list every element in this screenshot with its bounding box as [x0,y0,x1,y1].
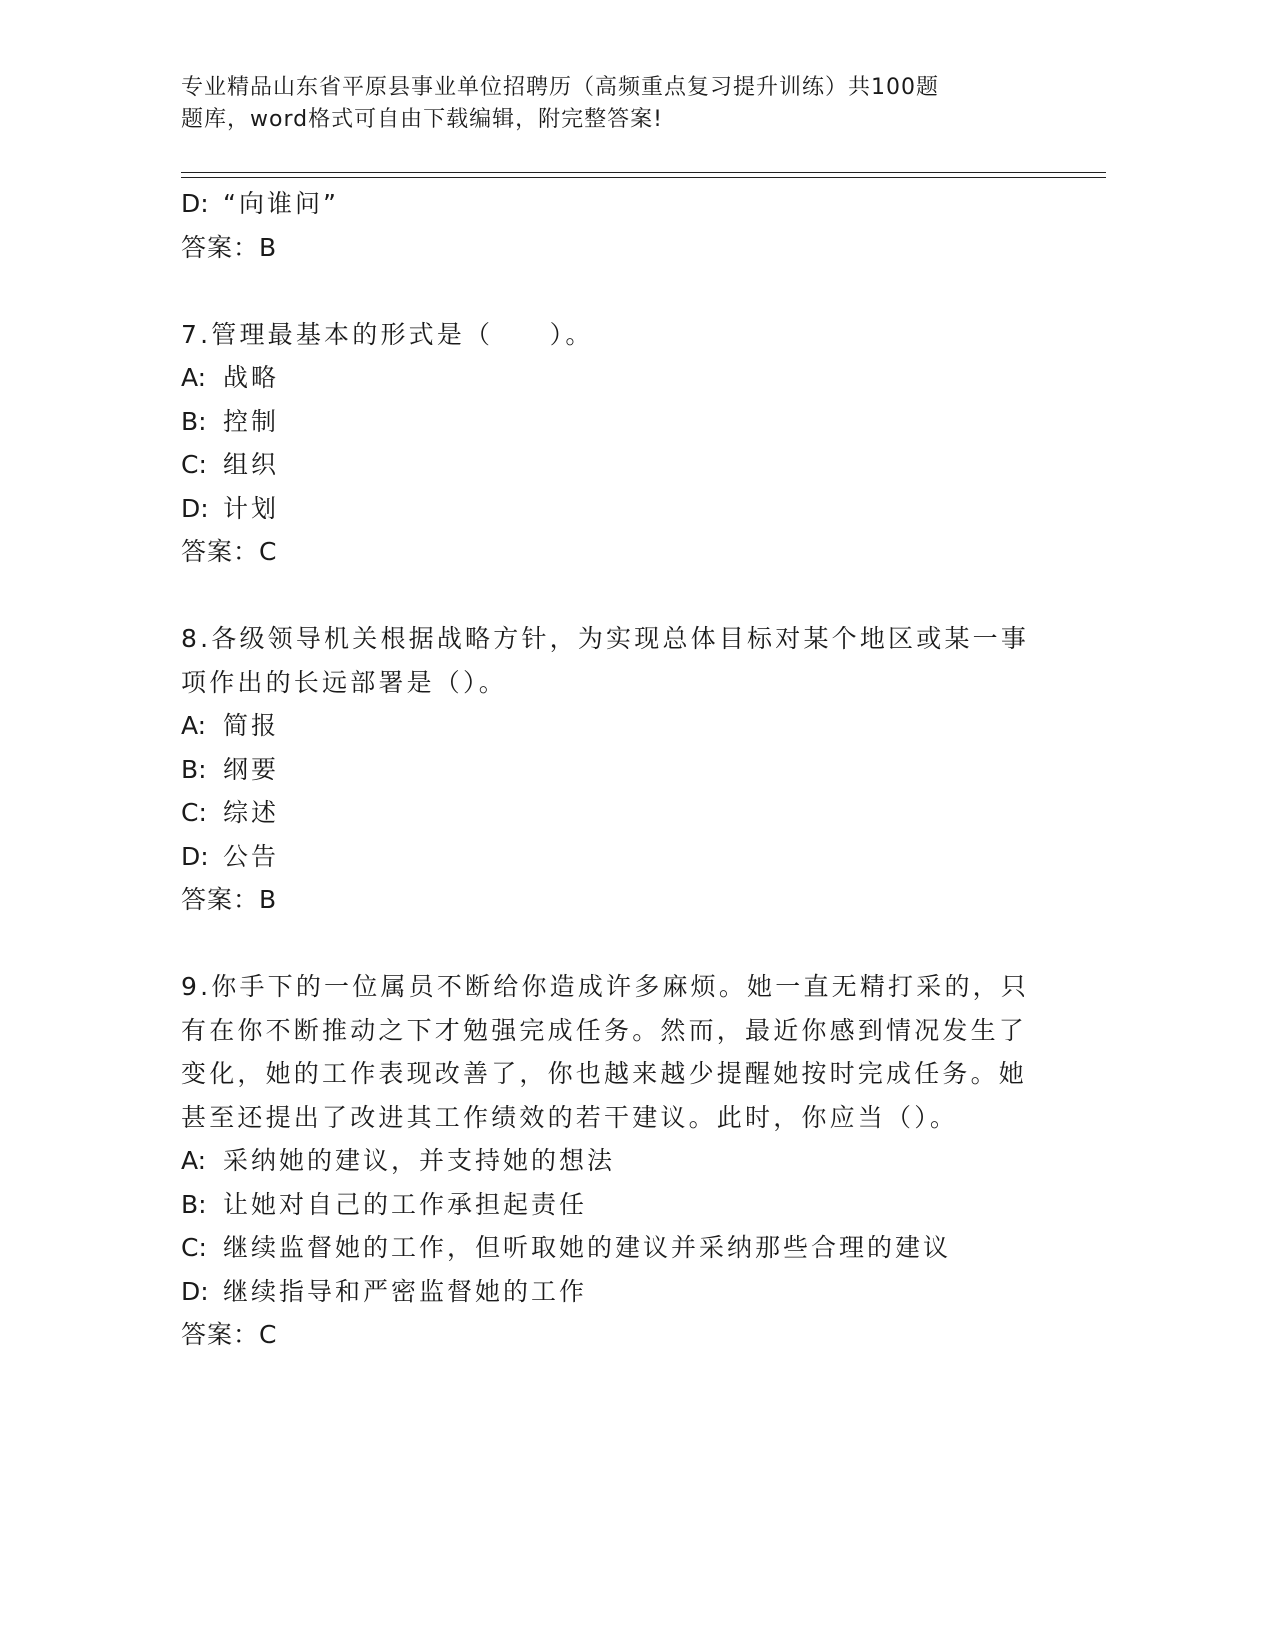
q9-stem-line-3: 变化，她的工作表现改善了，你也越来越少提醒她按时完成任务。她 [181,1059,1028,1088]
q9-stem-line-1: 9.你手下的一位属员不断给你造成许多麻烦。她一直无精打采的，只 [181,972,1030,1001]
option-letter: A: [181,711,207,740]
q8-option-c [181,791,1041,835]
option-text: 继续监督她的工作，但听取她的建议并采纳那些合理的建议 [223,1233,952,1262]
header-line-1: 专业精品山东省平原县事业单位招聘历（高频重点复习提升训练）共100题 [181,75,939,100]
option-text: 纲要 [223,754,280,784]
q9-option-c [181,1226,1041,1270]
header-rule-top [181,172,1106,173]
document-body [181,182,1041,1357]
option-letter: C: [181,450,207,479]
q8-option-a [181,704,1041,748]
option-text: 计划 [223,493,280,523]
option-text: 组织 [223,450,280,479]
q8-option-d [181,835,1041,879]
option-letter: B: [181,754,207,784]
prev-option-d [181,182,1041,226]
q8-answer: 答案：B [181,885,278,914]
option-letter: B: [181,1189,207,1219]
q7-answer: 答案：C [181,537,278,566]
prev-answer: 答案：B [181,232,278,262]
option-text: 战略 [223,363,280,392]
option-text: 控制 [223,406,280,436]
q9-option-a [181,1139,1041,1183]
q8-option-b [181,748,1041,792]
option-text: 让她对自己的工作承担起责任 [223,1189,588,1219]
spacer [181,269,1041,313]
option-letter: C: [181,1233,207,1262]
header-line-2: 题库，word格式可自由下载编辑，附完整答案! [181,107,663,132]
option-letter: D: [181,841,209,871]
q7-option-b [181,400,1041,444]
option-text: 继续指导和严密监督她的工作 [223,1276,588,1306]
q7-stem: 7.管理最基本的形式是（ ）。 [181,319,594,349]
option-text: 公告 [223,841,280,871]
q9-option-b [181,1183,1041,1227]
option-letter: C: [181,798,207,827]
spacer [181,574,1041,618]
option-text: 简报 [223,711,280,740]
option-letter: A: [181,1146,207,1175]
q8-stem-line-1: 8.各级领导机关根据战略方针，为实现总体目标对某个地区或某一事 [181,624,1030,653]
q8-stem-line-2: 项作出的长远部署是（）。 [181,667,507,697]
q7-option-d [181,487,1041,531]
option-text: 采纳她的建议，并支持她的想法 [223,1146,616,1175]
option-letter: D: [181,1276,209,1306]
q7-option-c [181,443,1041,487]
q7-option-a [181,356,1041,400]
document-header [181,72,1001,136]
option-letter: B: [181,406,207,436]
option-letter: D: [181,493,209,523]
spacer [181,922,1041,966]
option-letter: A: [181,363,207,392]
option-text: 综述 [223,798,280,827]
q9-stem-line-4: 甚至还提出了改进其工作绩效的若干建议。此时，你应当（）。 [181,1102,959,1132]
header-rule-bottom [181,177,1106,178]
option-letter: D: [181,189,209,218]
q9-answer: 答案：C [181,1320,278,1349]
q9-stem-line-2: 有在你不断推动之下才勉强完成任务。然而，最近你感到情况发生了 [181,1015,1028,1045]
q9-option-d [181,1270,1041,1314]
option-text: “向谁问” [223,189,339,218]
